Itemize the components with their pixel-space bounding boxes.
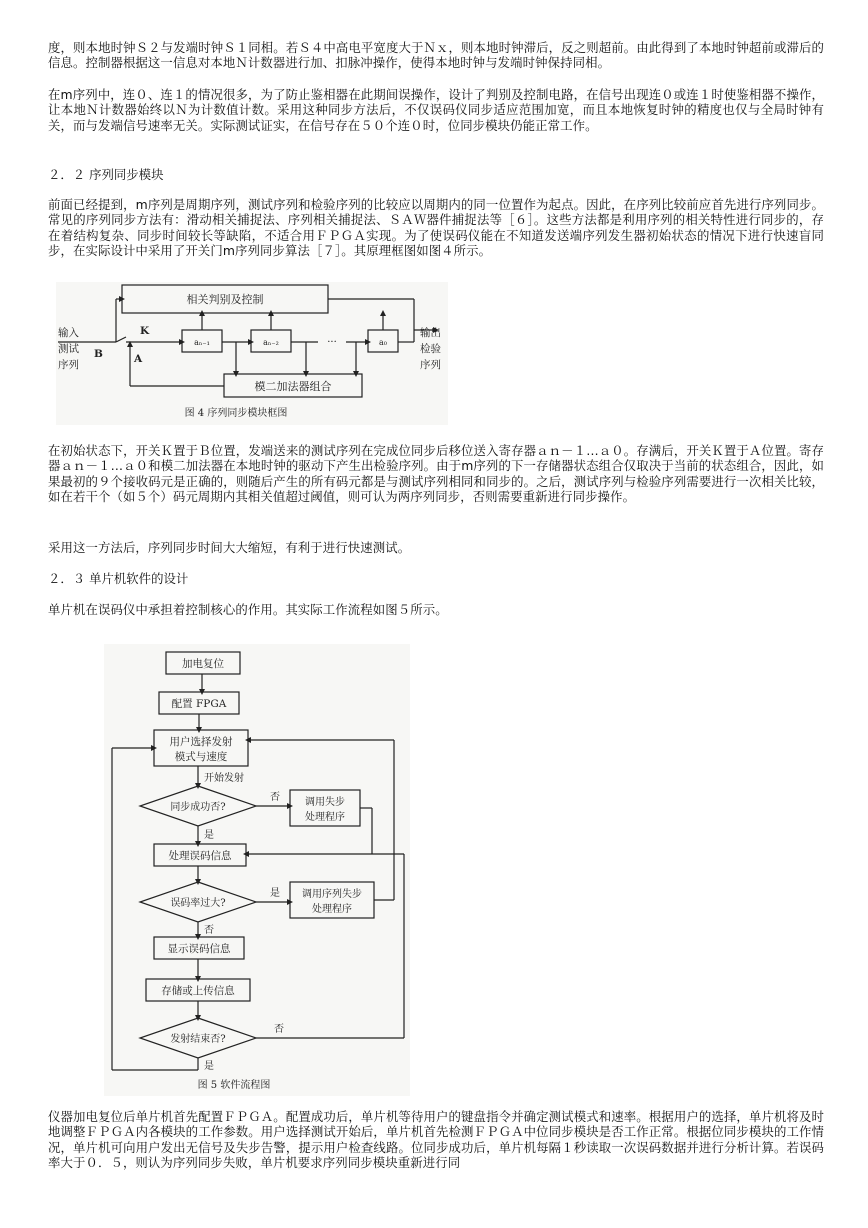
process-error-label: 处理误码信息 — [168, 850, 232, 862]
output-label-1: 输出 — [420, 327, 441, 339]
output-label-2: 检验 — [420, 343, 441, 355]
seq-sync-loss-handler-label-1: 调用序列失步 — [302, 889, 362, 900]
sync-yes-label: 是 — [204, 830, 214, 841]
paragraph-mcu-workflow: 仪器加电复位后单片机首先配置ＦＰＧＡ。配置成功后，单片机等待用户的键盘指令并确定测试模式和速率。根据用户的选择，单片机将及时地调整ＦＰＧＡ内各模块的工作参数。用户选择测试开始后，单片机首先检测ＦＰＧＡ中位同步模块是否工作正常。根据位同步模块的工作情况，单片机可向用户发出无信号及失步告警，提示用户检查线路。位同步成功后，单片机每隔１秒读取一次误码数据并进行分析计算。若误码率大于０．５，则认为序列同步失败，单片机要求序列同步模块重新进行同 — [48, 1109, 824, 1171]
sync-success-label: 同步成功否? — [170, 802, 226, 813]
section-heading-2-3: ２．３ 单片机软件的设计 — [48, 571, 189, 586]
error-rate-label: 误码率过大? — [170, 898, 226, 909]
paragraph-bit-sync-end: 度，则本地时钟Ｓ２与发端时钟Ｓ１同相。若Ｓ４中高电平宽度大于Ｎｘ，则本地时钟滞后，反之则超前。由此得到了本地时钟超前或滞后的信息。控制器根据这一信息对本地Ｎ计数器进行加、扣脉冲操作，使得本地时钟与发端时钟保持同相。 — [48, 40, 824, 71]
register-ellipsis: ··· — [327, 337, 337, 348]
show-error-label: 显示误码信息 — [167, 943, 231, 955]
transmit-end-yes-label: 是 — [204, 1061, 214, 1072]
position-b-label: B — [94, 348, 103, 360]
figure-5-caption: 图 5 软件流程图 — [197, 1080, 271, 1091]
register-an-1-label: aₙ₋₁ — [194, 338, 210, 347]
error-rate-no-label: 否 — [204, 925, 214, 936]
user-select-label-2: 模式与速度 — [174, 751, 228, 763]
paragraph-switch-k: 在初始状态下，开关Ｋ置于Ｂ位置，发端送来的测试序列在完成位同步后移位送入寄存器ａｎ－１…ａ０。存满后，开关Ｋ置于Ａ位置。寄存器ａｎ－１…ａ０和模二加法器在本地时钟的驱动下产生出检验序列。由于m序列的下一存储器状态组合仅取决于当前的状态组合，因此，如果最初的９个接收码元是正确的，则随后产生的所有码元都是与测试序列相同和同步的。之后，测试序列与检验序列需要进行一次相关比较，如在若干个（如５个）码元周期内其相关值超过阈值，则可认为两序列同步，否则需要重新进行同步操作。 — [48, 443, 824, 505]
transmit-end-label: 发射结束否? — [170, 1034, 226, 1045]
input-label-1: 输入 — [58, 327, 79, 339]
paragraph-mcu-role: 单片机在误码仪中承担着控制核心的作用。其实际工作流程如图５所示。 — [48, 602, 448, 617]
start-transmit-label: 开始发射 — [204, 773, 244, 784]
sync-no-label: 否 — [270, 792, 280, 803]
switch-k-label: K — [140, 325, 150, 337]
paragraph-continuous-bits: 在m序列中，连０、连１的情况很多，为了防止鉴相器在此期间误操作，设计了判别及控制电路，在信号出现连０或连１时使鉴相器不操作，让本地Ｎ计数器始终以Ｎ为计数值计数。采用这种同步方法后，不仅误码仪同步适应范围加宽，而且本地恢复时钟的精度也仅与全局时钟有关，而与发端信号速率无关。实际测试证实，在信号存在５０个连０时，位同步模块仍能正常工作。 — [48, 87, 824, 133]
section-heading-2-2: ２．２ 序列同步模块 — [48, 167, 164, 182]
input-label-3: 序列 — [58, 359, 79, 371]
register-an-2-label: aₙ₋₂ — [263, 338, 279, 347]
figure-4-svg — [56, 282, 448, 425]
position-a-label: A — [134, 353, 143, 365]
register-a0-label: a₀ — [379, 338, 387, 347]
paragraph-sequence-sync: 前面已经提到，m序列是周期序列，测试序列和检验序列的比较应以周期内的同一位置作为起点。因此，在序列比较前应首先进行序列同步。常见的序列同步方法有：滑动相关捕捉法、序列相关捕捉法、ＳＡＷ器件捕捉法等［６］。这些方法都是利用序列的相关特性进行同步的，存在着结构复杂、同步时间较长等缺陷，不适合用ＦＰＧＡ实现。为了使误码仪能在不知道发送端序列发生器初始状态的情况下进行快速盲同步，在实际设计中采用了开关门m序列同步算法［７］。其原理框图如图４所示。 — [48, 197, 824, 259]
mod2-adder-label: 模二加法器组合 — [254, 380, 332, 393]
error-rate-yes-label: 是 — [270, 888, 280, 899]
store-upload-label: 存储或上传信息 — [161, 985, 235, 997]
seq-sync-loss-handler-label-2: 处理程序 — [312, 904, 352, 915]
output-label-3: 序列 — [420, 359, 441, 371]
user-select-label-1: 用户选择发射 — [169, 736, 233, 748]
power-reset-label: 加电复位 — [182, 658, 224, 670]
figure-4-caption: 图 4 序列同步模块框图 — [184, 408, 288, 419]
sync-loss-handler-label-2: 处理程序 — [305, 812, 345, 823]
figure-5-software-flowchart — [104, 644, 410, 1096]
config-fpga-label: 配置 FPGA — [171, 698, 227, 710]
input-label-2: 测试 — [58, 343, 79, 355]
transmit-end-no-label: 否 — [274, 1024, 284, 1035]
sync-loss-handler-label-1: 调用失步 — [305, 797, 345, 808]
figure-4-sequence-sync-diagram — [56, 282, 448, 425]
paragraph-fast-test: 采用这一方法后，序列同步时间大大缩短，有利于进行快速测试。 — [48, 540, 411, 555]
figure-5-svg — [104, 644, 410, 1096]
correlation-control-label: 相关判别及控制 — [186, 293, 264, 306]
